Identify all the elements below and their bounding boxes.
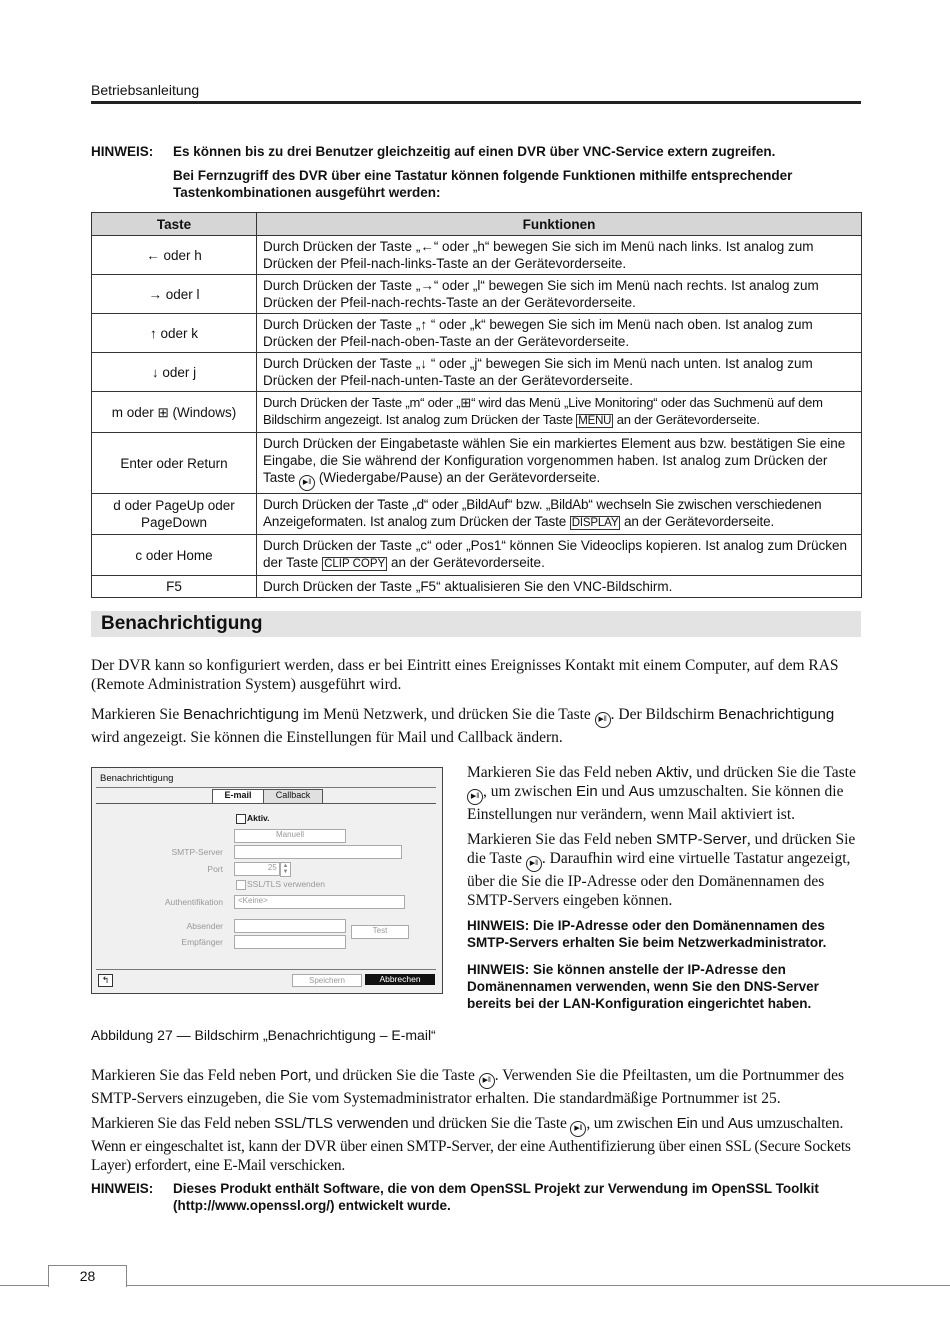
text: . Verwenden Sie die Pfeiltasten, um die Portnummer des SMTP-Servers einzugeben, die Sie vom Systemadministrator erhalten. Die standardmäßige Portnummer ist 25. <box>91 1067 844 1107</box>
column-header-function: Funktionen <box>257 213 862 236</box>
note-label-1: HINWEIS: <box>91 144 154 159</box>
smtp-server-field[interactable] <box>234 845 402 859</box>
text: , und drücken Sie die Taste <box>467 831 856 867</box>
function-cell: Durch Drücken der Taste „↑ “ oder „k“ bewegen Sie sich im Menü nach oben. Ist analog zum Drücken der Pfeil-nach-oben-Taste an der Gerätevorderseite. <box>257 314 862 353</box>
play-pause-icon: ▶‖ <box>467 789 483 805</box>
function-text: an der Gerätevorderseite. <box>390 555 545 570</box>
menu-term: Ein <box>575 783 598 800</box>
ssl-checkbox[interactable] <box>236 880 246 890</box>
menu-term: Ein <box>676 1115 698 1132</box>
aktiv-checkbox[interactable] <box>236 814 246 824</box>
table-row <box>92 275 862 314</box>
display-button-label: DISPLAY <box>571 517 619 529</box>
function-text: Durch Drücken der Eingabetaste wählen Sie ein markiertes Element aus bzw. bestätigen Sie eine Eingabe, die Sie während der Konfiguration vorgenommen haben. Ist analog zum Drücken der Taste <box>263 436 846 485</box>
key-table <box>91 212 862 598</box>
function-cell <box>257 392 862 433</box>
text: wird angezeigt. Sie können die Einstellungen für Mail und Callback ändern. <box>91 729 563 746</box>
table-row <box>92 392 862 433</box>
function-text: Durch Drücken der Taste „m“ oder „⊞“ wird das Menü „Live Monitoring“ oder das Suchmenü auf dem Bildschirm angezeigt. Ist analog zum Drücken der Taste <box>263 395 823 427</box>
key-cell: ↑ oder k <box>92 314 257 353</box>
text: Markieren Sie <box>91 706 180 723</box>
ssl-label: SSL/TLS verwenden <box>247 879 325 889</box>
cancel-button[interactable]: Abbrechen <box>365 974 435 985</box>
section-title: Benachrichtigung <box>101 613 263 634</box>
recipient-label: Empfänger <box>181 937 223 947</box>
text: im Menü Netzwerk, und drücken Sie die Taste <box>302 706 591 723</box>
key-cell: Enter oder Return <box>92 433 257 494</box>
text: . Daraufhin wird eine virtuelle Tastatur angezeigt, über die Sie die IP-Adresse oder den Domänennamen des SMTP-Servers eingeben können. <box>467 850 851 909</box>
menu-term: SMTP-Server <box>655 831 747 848</box>
notification-screen <box>91 767 443 994</box>
page-number: 28 <box>48 1265 127 1287</box>
menu-term: Benachrichtigung <box>718 706 835 723</box>
table-row <box>92 314 862 353</box>
bottom-divider <box>96 969 436 970</box>
text: und drücken Sie die Taste <box>412 1115 567 1132</box>
menu-term: Aus <box>628 783 655 800</box>
table-row <box>92 494 862 535</box>
paragraph-ssl <box>91 1114 863 1175</box>
menu-term: Benachrichtigung <box>183 706 300 723</box>
table-header-row <box>92 213 862 236</box>
text: Markieren Sie das Feld neben <box>91 1067 277 1084</box>
paragraph-port <box>91 1066 863 1108</box>
function-cell <box>257 433 862 494</box>
table-row <box>92 535 862 576</box>
play-pause-icon: ▶‖ <box>570 1121 586 1137</box>
menu-term: Aus <box>727 1115 753 1132</box>
key-cell: d oder PageUp oder PageDown <box>92 494 257 535</box>
play-pause-icon: ▶‖ <box>479 1073 495 1089</box>
recipient-field[interactable] <box>234 935 346 949</box>
port-field[interactable] <box>234 862 280 876</box>
function-cell: Durch Drücken der Taste „←“ oder „h“ bewegen Sie sich im Menü nach links. Ist analog zum Drücken der Pfeil-nach-links-Taste an der Gerätevorderseite. <box>257 236 862 275</box>
save-button[interactable]: Speichern <box>292 974 362 987</box>
function-text: Durch Drücken der Taste „c“ oder „Pos1“ können Sie Videoclips kopieren. Ist analog zum Drücken der Taste <box>263 538 848 570</box>
key-cell: → oder l <box>92 275 257 314</box>
aktiv-label: Aktiv. <box>247 813 270 823</box>
text: . Der Bildschirm <box>610 706 715 723</box>
menu-term: SSL/TLS verwenden <box>274 1115 409 1132</box>
port-label: Port <box>207 864 223 874</box>
play-pause-icon: ▶‖ <box>299 475 315 491</box>
paragraph-intro: Der DVR kann so konfiguriert werden, dass er bei Eintritt eines Ereignisses Kontakt mit einem Computer, auf dem RAS (Remote Administration System) ausgeführt wird. <box>91 657 839 693</box>
text: und <box>701 1115 724 1132</box>
function-cell: Durch Drücken der Taste „→“ oder „l“ bewegen Sie sich im Menü nach rechts. Ist analog zum Drücken der Pfeil-nach-rechts-Taste an der Gerätevorderseite. <box>257 275 862 314</box>
table-row <box>92 433 862 494</box>
header-rule <box>91 101 861 104</box>
function-text: (Wiedergabe/Pause) an der Gerätevorderseite. <box>318 470 601 485</box>
note-smtp: HINWEIS: Die IP-Adresse oder den Domänennamen des SMTP-Servers erhalten Sie beim Netzwerkadministrator. <box>467 918 827 950</box>
text: , und drücken Sie die Taste <box>307 1067 475 1084</box>
play-pause-icon: ▶‖ <box>595 712 611 728</box>
key-cell: m oder ⊞ (Windows) <box>92 392 257 433</box>
function-cell <box>257 535 862 576</box>
note-openssl: Dieses Produkt enthält Software, die von dem OpenSSL Projekt zur Verwendung im OpenSSL Toolkit (http://www.openssl.org/) entwickelt wurde. <box>173 1181 819 1213</box>
tab-email[interactable]: E-mail <box>212 789 264 803</box>
key-cell: c oder Home <box>92 535 257 576</box>
mode-select[interactable]: Manuell <box>234 829 346 843</box>
table-row <box>92 236 862 275</box>
auth-label: Authentifikation <box>164 897 223 907</box>
text: , um zwischen <box>586 1115 673 1132</box>
text: Markieren Sie das Feld neben <box>91 1115 271 1132</box>
text: Markieren Sie das Feld neben <box>467 831 653 848</box>
text: und <box>601 783 625 800</box>
port-stepper-icon[interactable]: ▲ ▼ <box>280 862 291 877</box>
key-cell: ↓ oder j <box>92 353 257 392</box>
screen-title: Benachrichtigung <box>100 773 174 784</box>
text: , und drücken Sie die Taste <box>688 764 856 781</box>
note-dns: HINWEIS: Sie können anstelle der IP-Adresse den Domänennamen verwenden, wenn Sie den DNS-Server bereits bei der LAN-Konfiguration eingerichtet haben. <box>467 962 819 1011</box>
function-cell: Durch Drücken der Taste „↓ “ oder „j“ bewegen Sie sich im Menü nach unten. Ist analog zum Drücken der Pfeil-nach-unten-Taste an der Gerätevorderseite. <box>257 353 862 392</box>
port-value: 25 <box>267 863 277 872</box>
table-row <box>92 576 862 598</box>
text: , um zwischen <box>483 783 573 800</box>
play-pause-icon: ▶‖ <box>526 856 542 872</box>
text: umzuschalten. Sie können die Einstellungen nur verändern, wenn Mail aktiviert ist. <box>467 783 844 823</box>
function-text: Durch Drücken der Taste „d“ oder „BildAuf“ bzw. „BildAb“ wechseln Sie zwischen verschiedenen Anzeigeformaten. Ist analog zum Drücken der Taste <box>263 497 822 529</box>
sender-label: Absender <box>186 921 223 931</box>
tab-callback[interactable]: Callback <box>263 789 323 804</box>
text: Markieren Sie das Feld neben <box>467 764 653 781</box>
auth-select[interactable]: <Keine> <box>234 895 405 909</box>
key-cell: ← oder h <box>92 236 257 275</box>
menu-button-label: MENU <box>578 415 612 427</box>
test-button[interactable]: Test <box>351 925 409 939</box>
text: umzuschalten. Wenn er eingeschaltet ist, kann der DVR über einen SMTP-Server, der eine Authentifizierung über einen SSL (Secure Sockets Layer) erfordert, eine E-Mail verschicken. <box>91 1115 851 1174</box>
note-2: Bei Fernzugriff des DVR über eine Tastatur können folgende Funktionen mithilfe entsprechender Tastenkombinationen ausgeführt werden: <box>173 168 793 200</box>
menu-term: Port <box>279 1067 308 1084</box>
divider <box>96 787 436 788</box>
tab-divider <box>96 803 436 804</box>
smtp-server-label: SMTP-Server <box>171 847 223 857</box>
footer-rule <box>0 1285 950 1286</box>
note-1: Es können bis zu drei Benutzer gleichzeitig auf einen DVR über VNC-Service extern zugreifen. <box>173 144 776 159</box>
running-header: Betriebsanleitung <box>91 82 200 98</box>
function-text: an der Gerätevorderseite. <box>623 514 775 529</box>
clip-copy-button-label: CLIP COPY <box>324 558 386 570</box>
menu-term: Aktiv <box>655 764 689 781</box>
column-header-key: Taste <box>92 213 257 236</box>
function-text: an der Gerätevorderseite. <box>616 412 760 427</box>
note-label-3: HINWEIS: <box>91 1181 154 1196</box>
paragraph-aktiv <box>467 763 862 824</box>
function-cell <box>257 494 862 535</box>
paragraph-navigation <box>91 705 863 747</box>
key-cell: F5 <box>92 576 257 598</box>
function-cell: Durch Drücken der Taste „F5“ aktualisieren Sie den VNC-Bildschirm. <box>257 576 862 598</box>
sender-field[interactable] <box>234 919 346 933</box>
back-icon[interactable]: ↰ <box>98 974 113 987</box>
figure-caption: Abbildung 27 — Bildschirm „Benachrichtigung – E-mail“ <box>91 1027 436 1043</box>
table-row <box>92 353 862 392</box>
paragraph-smtp <box>467 830 862 910</box>
